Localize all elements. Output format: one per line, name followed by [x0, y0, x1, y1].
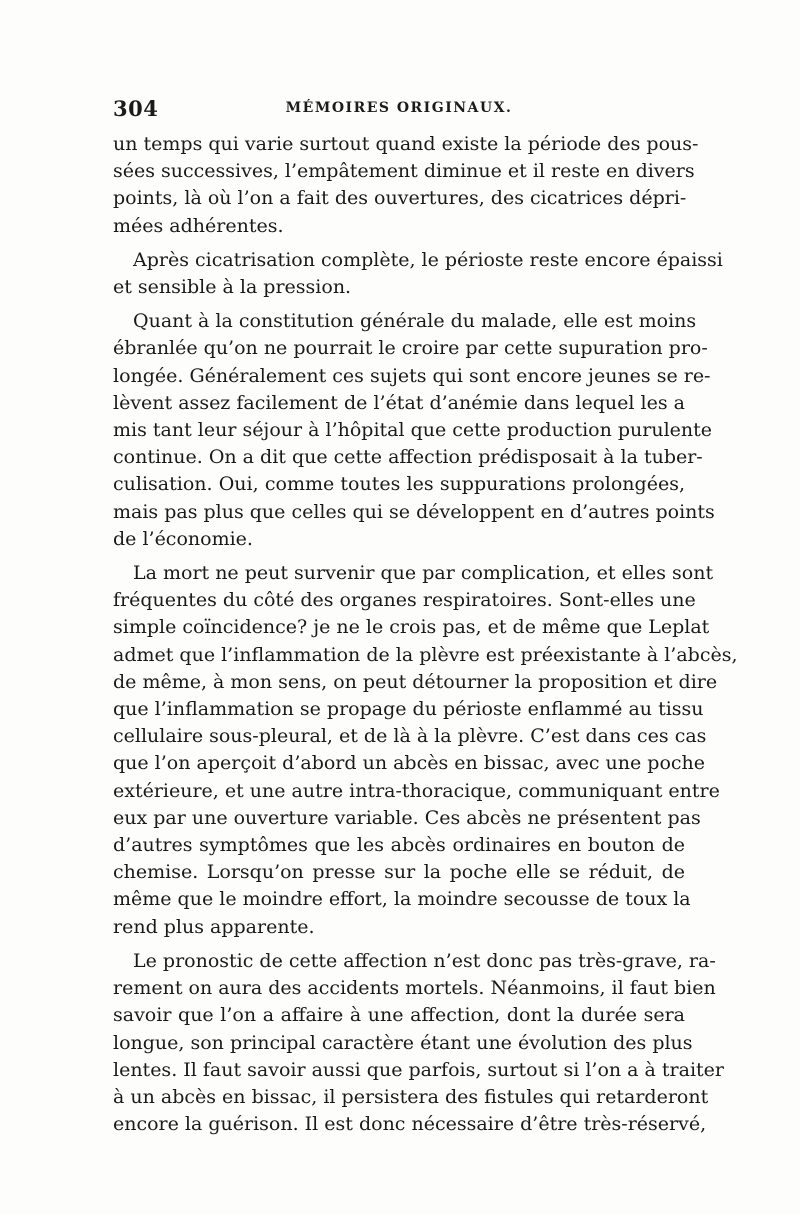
text-line: mais pas plus que celles qui se développent en d’autres points: [113, 500, 715, 523]
text-line: à un abcès en bissac, il persistera des fistules qui retarderont: [113, 1085, 709, 1108]
text-line: fréquentes du côté des organes respiratoires. Sont-elles une: [113, 589, 696, 612]
text-line: mées adhérentes.: [113, 214, 284, 237]
text-line: d’autres symptômes que les abcès ordinaires en bouton de: [113, 834, 685, 857]
running-title: MÉMOIRES ORIGINAUX.: [285, 100, 513, 116]
running-head: [113, 96, 685, 126]
text-line: un temps qui varie surtout quand existe la période des pous-: [113, 133, 699, 155]
text-line: simple coïncidence? je ne le crois pas, et de même que Leplat: [113, 616, 710, 639]
text-line: extérieure, et une autre intra-thoracique, communiquant entre: [113, 779, 720, 802]
text-line: admet que l’inflammation de la plèvre est préexistante à l’abcès,: [113, 643, 738, 666]
text-line: de même, à mon sens, on peut détourner la proposition et dire: [113, 670, 718, 693]
text-line: ébranlée qu’on ne pourrait le croire par cette supuration pro-: [113, 337, 708, 360]
text-line: sées successives, l’empâtement diminue et il reste en divers: [113, 160, 695, 183]
text-line: et sensible à la pression.: [113, 276, 352, 299]
page-number: 304: [113, 96, 159, 121]
text-line: rend plus apparente.: [113, 915, 315, 938]
text-line: savoir que l’on a affaire à une affection, dont la durée sera: [113, 1004, 685, 1027]
paragraph: [113, 131, 699, 240]
text-line: lèvent assez facilement de l’état d’anémie dans lequel les a: [113, 391, 685, 414]
body-text: [113, 131, 738, 1145]
paragraph: [113, 247, 723, 301]
text-line: cellulaire sous-pleural, et de là à la plèvre. C’est dans ces cas: [113, 725, 707, 748]
text-line: que l’inflammation se propage du périoste enflammé au tissu: [113, 698, 704, 721]
text-line: longée. Généralement ces sujets qui sont encore jeunes se re-: [113, 364, 711, 387]
text-line: Après cicatrisation complète, le périoste reste encore épaissi: [133, 248, 723, 271]
paragraph: [113, 560, 738, 941]
text-line: La mort ne peut survenir que par complication, et elles sont: [133, 562, 714, 585]
text-line: que l’on aperçoit d’abord un abcès en bissac, avec une poche: [113, 752, 706, 775]
paragraph: [113, 308, 715, 553]
text-line: même que le moindre effort, la moindre secousse de toux la: [113, 888, 691, 911]
text-line: chemise. Lorsqu’on presse sur la poche elle se réduit, de: [113, 861, 685, 884]
text-line: culisation. Oui, comme toutes les suppurations prolongées,: [113, 473, 685, 496]
text-line: continue. On a dit que cette affection prédisposait à la tuber-: [113, 446, 703, 469]
text-line: eux par une ouverture variable. Ces abcès ne présentent pas: [113, 806, 701, 829]
text-line: points, là où l’on a fait des ouvertures, des cicatrices dépri-: [113, 187, 687, 210]
text-line: longue, son principal caractère étant une évolution des plus: [113, 1031, 693, 1054]
text-line: encore la guérison. Il est donc nécessaire d’être très-réservé,: [113, 1113, 707, 1136]
text-line: de l’économie.: [113, 527, 253, 550]
text-line: lentes. Il faut savoir aussi que parfois, surtout si l’on a à traiter: [113, 1058, 724, 1081]
text-line: Le pronostic de cette affection n’est donc pas très-grave, ra-: [133, 949, 716, 972]
paragraph: [113, 948, 724, 1138]
text-line: rement on aura des accidents mortels. Néanmoins, il faut bien: [113, 977, 716, 1000]
text-line: Quant à la constitution générale du malade, elle est moins: [133, 310, 697, 333]
text-line: mis tant leur séjour à l’hôpital que cette production purulente: [113, 419, 713, 442]
